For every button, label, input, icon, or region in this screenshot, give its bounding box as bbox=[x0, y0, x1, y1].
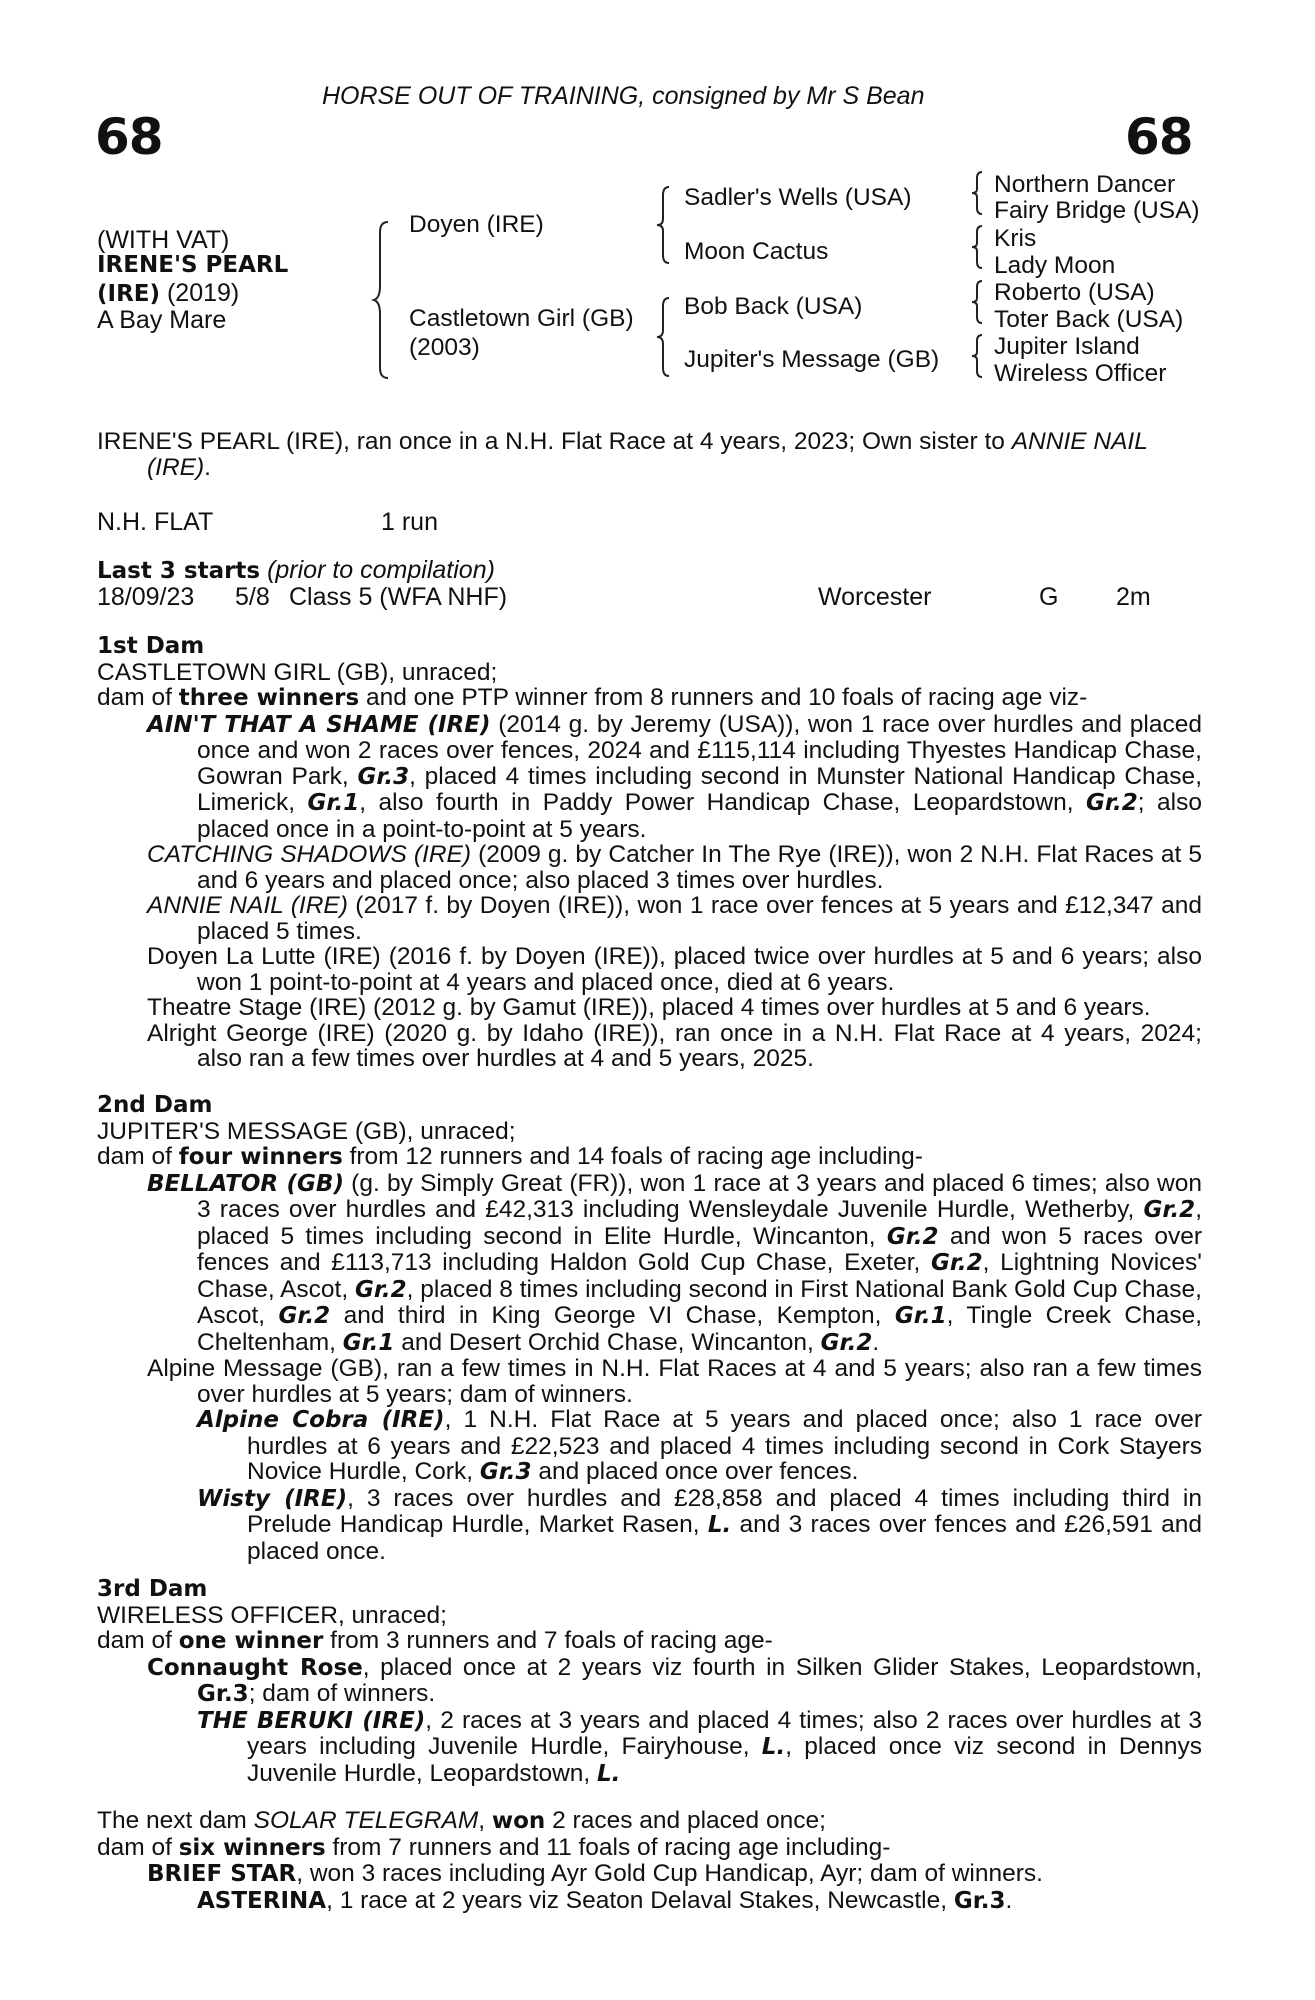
second-dam-line2: dam of four winners from 12 runners and 14 foals of racing age including- bbox=[97, 1143, 923, 1170]
first-dam-section bbox=[97, 634, 1202, 1072]
pedigree-g8: Wireless Officer bbox=[994, 360, 1167, 387]
pedigree-brace-g56 bbox=[970, 279, 986, 325]
next-dam-grandprogeny-1: ASTERINA, 1 race at 2 years viz Seaton Delaval Stakes, Newcastle, Gr.3. bbox=[197, 1886, 1013, 1914]
third-dam-line2: dam of one winner from 3 runners and 7 foals of racing age- bbox=[97, 1627, 773, 1654]
pedigree-sire-dam: Moon Cactus bbox=[684, 238, 829, 265]
summary-sibling: ANNIE NAIL bbox=[1011, 428, 1148, 455]
pedigree-sire: Doyen (IRE) bbox=[409, 211, 544, 238]
summary-sibling-country: (IRE) bbox=[147, 453, 205, 481]
second-dam-section bbox=[97, 1093, 1202, 1564]
consignment-header: HORSE OUT OF TRAINING, consigned by Mr S Bean bbox=[322, 82, 925, 110]
pedigree-g4: Lady Moon bbox=[994, 252, 1116, 279]
first-dam-progeny-3: ANNIE NAIL (IRE) (2017 f. by Doyen (IRE)), won 1 race over fences at 5 years and £12,347 and placed 5 times. bbox=[147, 892, 1202, 945]
start-date: 18/09/23 bbox=[97, 583, 195, 611]
last-starts-title: Last 3 starts bbox=[97, 558, 261, 584]
lot-number-right: 68 bbox=[1125, 108, 1193, 166]
horse-summary bbox=[97, 429, 1202, 480]
horse-description: A Bay Mare bbox=[97, 306, 227, 334]
start-distance: 2m bbox=[1116, 583, 1151, 611]
first-dam-progeny-4: Doyen La Lutte (IRE) (2016 f. by Doyen (IRE)), placed twice over hurdles at 5 and 6 years; also won 1 point-to-point at 4 years and placed once, died at 6 years. bbox=[147, 943, 1202, 996]
pedigree-g1: Northern Dancer bbox=[994, 171, 1176, 198]
start-course: Worcester bbox=[818, 583, 932, 611]
last-starts-heading bbox=[97, 556, 495, 585]
lot-number-left: 68 bbox=[95, 108, 163, 166]
pedigree-brace-g78 bbox=[970, 333, 986, 379]
third-dam-line1: WIRELESS OFFICER, unraced; bbox=[97, 1601, 447, 1629]
pedigree-dam-dam: Jupiter's Message (GB) bbox=[684, 346, 940, 373]
next-dam-section bbox=[97, 1808, 1202, 1914]
pedigree-brace-dam bbox=[655, 296, 675, 378]
pedigree-brace-main bbox=[372, 220, 392, 380]
first-dam-line2: dam of three winners and one PTP winner from 8 runners and 10 foals of racing age viz- bbox=[97, 684, 1088, 711]
third-dam-progeny-1: Connaught Rose, placed once at 2 years viz fourth in Silken Glider Stakes, Leopardstown, Gr.3; dam of winners. bbox=[147, 1653, 1203, 1707]
pedigree-dam-year: (2003) bbox=[409, 334, 480, 361]
third-dam-heading: 3rd Dam bbox=[97, 1576, 208, 1602]
first-dam-line1: CASTLETOWN GIRL (GB), unraced; bbox=[97, 658, 498, 686]
summary-text: IRENE'S PEARL (IRE), ran once in a N.H. Flat Race at 4 years, 2023; Own sister to bbox=[97, 428, 1012, 455]
vat-note: (WITH VAT) bbox=[97, 226, 230, 254]
pedigree-dam-sire: Bob Back (USA) bbox=[684, 293, 863, 320]
second-dam-heading: 2nd Dam bbox=[97, 1092, 213, 1118]
pedigree-brace-sire bbox=[655, 185, 675, 265]
start-going: G bbox=[1039, 583, 1059, 611]
pedigree-g7: Jupiter Island bbox=[994, 333, 1140, 360]
second-dam-grandprogeny-2: Wisty (IRE), 3 races over hurdles and £28,858 and placed 4 times including third in Prelude Handicap Hurdle, Market Rasen, L. and 3 races over fences and £26,591 and placed once. bbox=[197, 1484, 1203, 1565]
pedigree-g6: Toter Back (USA) bbox=[994, 306, 1184, 333]
first-dam-progeny-6: Alright George (IRE) (2020 g. by Idaho (IRE)), ran once in a N.H. Flat Race at 4 years, 2024; also ran a few times over hurdles at 4 and 5 years, 2025. bbox=[147, 1019, 1202, 1072]
second-dam-grandprogeny-1: Alpine Cobra (IRE), 1 N.H. Flat Race at 5 years and placed once; also 1 race over hurdles at 6 years and £22,523 and placed 4 times including second in Cork Stayers Novice Hurdle, Cork, Gr.3 and placed once over fences. bbox=[197, 1406, 1202, 1485]
first-dam-progeny-2: CATCHING SHADOWS (IRE) (2009 g. by Catcher In The Rye (IRE)), won 2 N.H. Flat Races at 5 and 6 years and placed once; also placed 3 times over hurdles. bbox=[147, 841, 1202, 894]
horse-name: IRENE'S PEARL bbox=[97, 252, 289, 278]
record-value: 1 run bbox=[381, 508, 438, 536]
pedigree-g3: Kris bbox=[994, 225, 1037, 252]
horse-country: (IRE) bbox=[97, 281, 161, 307]
next-dam-progeny-1: BRIEF STAR, won 3 races including Ayr Gold Cup Handicap, Ayr; dam of winners. bbox=[147, 1860, 1043, 1887]
third-dam-grandprogeny-1: THE BERUKI (IRE), 2 races at 3 years and placed 4 times; also 2 races over hurdles at 3 years including Juvenile Hurdle, Fairyhouse, L., placed once viz second in Dennys Juvenile Hurdle, Leopardstown, L. bbox=[197, 1706, 1202, 1787]
first-dam-heading: 1st Dam bbox=[97, 633, 205, 659]
start-race: Class 5 (WFA NHF) bbox=[289, 583, 508, 611]
horse-name-suffix bbox=[97, 279, 239, 308]
last-starts-note: (prior to compilation) bbox=[267, 556, 495, 584]
second-dam-progeny-2: Alpine Message (GB), ran a few times in N.H. Flat Races at 4 and 5 years; also ran a few times over hurdles at 5 years; dam of winners. bbox=[147, 1355, 1202, 1408]
third-dam-section bbox=[97, 1577, 1202, 1787]
first-dam-progeny-1: AIN'T THAT A SHAME (IRE) (2014 g. by Jeremy (USA)), won 1 race over hurdles and placed once and won 2 races over fences, 2024 and £115,114 including Thyestes Handicap Chase, Gowran Park, Gr.3, placed 4 times including second in Munster National Handicap Chase, Limerick, Gr.1, also fourth in Paddy Power Handicap Chase, Leopardstown, Gr.2; also placed once in a point-to-point at 5 years. bbox=[147, 710, 1202, 843]
pedigree-brace-g34 bbox=[970, 224, 986, 270]
next-dam-line2: dam of six winners from 7 runners and 11 foals of racing age including- bbox=[97, 1833, 891, 1861]
record-label: N.H. FLAT bbox=[97, 508, 214, 536]
start-position: 5/8 bbox=[235, 583, 270, 611]
pedigree-brace-g12 bbox=[970, 170, 986, 216]
pedigree-g2: Fairy Bridge (USA) bbox=[994, 197, 1200, 224]
pedigree-dam: Castletown Girl (GB) bbox=[409, 305, 634, 332]
pedigree-g5: Roberto (USA) bbox=[994, 279, 1155, 306]
horse-year: (2019) bbox=[160, 279, 240, 307]
summary-end: . bbox=[204, 453, 211, 481]
next-dam-line1: The next dam SOLAR TELEGRAM, won 2 races and placed once; bbox=[97, 1807, 826, 1834]
first-dam-progeny-5: Theatre Stage (IRE) (2012 g. by Gamut (IRE)), placed 4 times over hurdles at 5 and 6 years. bbox=[147, 994, 1151, 1021]
second-dam-line1: JUPITER'S MESSAGE (GB), unraced; bbox=[97, 1117, 516, 1145]
second-dam-progeny-1: BELLATOR (GB) (g. by Simply Great (FR)), won 1 race at 3 years and placed 6 times; also won 3 races over hurdles and £42,313 including Wensleydale Juvenile Hurdle, Wetherby, Gr.2, placed 5 times including second in Elite Hurdle, Wincanton, Gr.2 and won 5 races over fences and £113,713 including Haldon Gold Cup Chase, Exeter, Gr.2, Lightning Novices' Chase, Ascot, Gr.2, placed 8 times including second in First National Bank Gold Cup Chase, Ascot, Gr.2 and third in King George VI Chase, Kempton, Gr.1, Tingle Creek Chase, Cheltenham, Gr.1 and Desert Orchid Chase, Wincanton, Gr.2. bbox=[147, 1169, 1203, 1356]
pedigree-sire-sire: Sadler's Wells (USA) bbox=[684, 184, 912, 211]
